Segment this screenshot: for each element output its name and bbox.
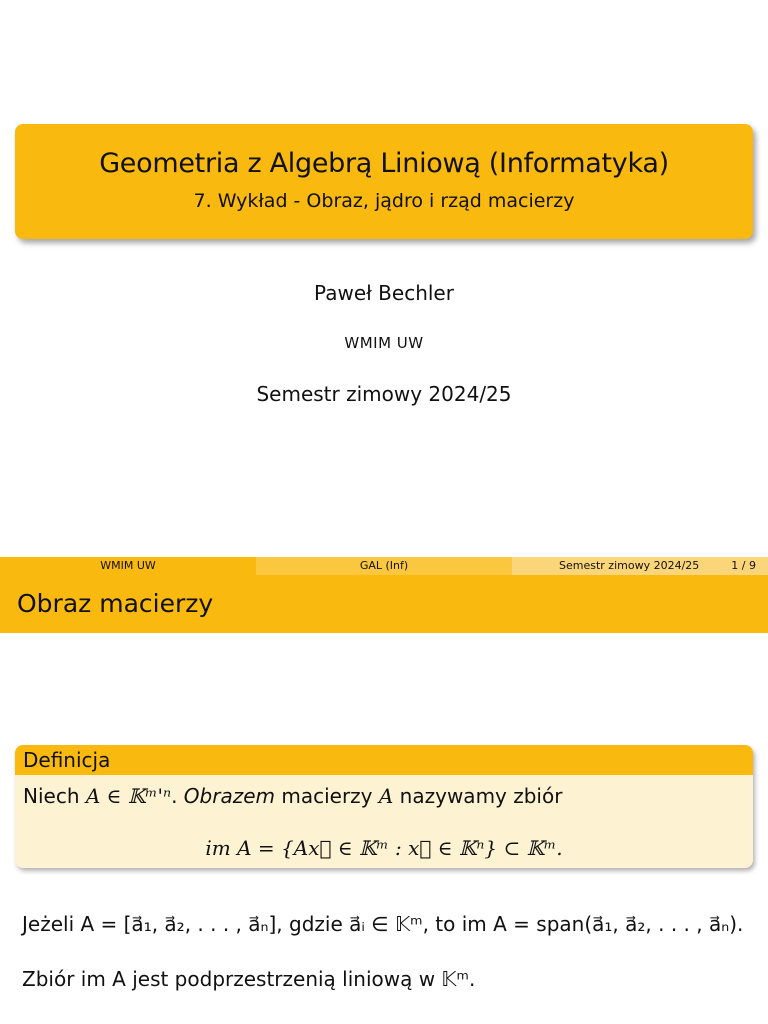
- footer-course: GAL (Inf): [256, 557, 512, 575]
- page-number: 1 / 9: [731, 559, 756, 572]
- def-var: A: [378, 784, 394, 808]
- semester-date: Semestr zimowy 2024/25: [256, 382, 512, 406]
- def-text: Niech: [23, 784, 86, 808]
- definition-statement: [23, 784, 562, 808]
- author: Paweł Bechler: [314, 281, 454, 305]
- title-block: [15, 124, 753, 239]
- footer-bar: [0, 557, 768, 575]
- footer-institute: WMIM UW: [0, 557, 256, 575]
- footer-date: Semestr zimowy 2024/25: [559, 559, 700, 572]
- institute: WMIM UW: [344, 334, 424, 352]
- presentation-title: Geometria z Algebrą Liniową (Informatyka): [99, 148, 669, 179]
- definition-block: [15, 745, 753, 868]
- presentation-subtitle: 7. Wykład - Obraz, jądro i rząd macierzy: [193, 190, 575, 212]
- def-text-2: macierzy: [275, 784, 379, 808]
- def-text-3: nazywamy zbiór: [393, 784, 563, 808]
- definition-formula: im A = {Ax⃗ ∈ 𝕂ᵐ : x⃗ ∈ 𝕂ⁿ} ⊂ 𝕂ᵐ.: [205, 836, 563, 860]
- paragraph-subspace: Zbiór im A jest podprzestrzenią liniową w 𝕂ᵐ.: [22, 967, 476, 991]
- frame-title: Obraz macierzy: [17, 589, 214, 618]
- def-sep: .: [171, 784, 184, 808]
- frame-title-bar: [0, 575, 768, 633]
- footer-right: [512, 557, 768, 575]
- def-math: A ∈ 𝕂ᵐ'ⁿ: [85, 784, 172, 808]
- def-emphasis: Obrazem: [183, 784, 275, 808]
- paragraph-columns: Jeżeli A = [a⃗₁, a⃗₂, . . . , a⃗ₙ], gdzie a⃗ᵢ ∈ 𝕂ᵐ, to im A = span(a⃗₁, a⃗₂, . . . , a⃗ₙ).: [22, 912, 744, 936]
- definition-heading: Definicja: [15, 745, 753, 775]
